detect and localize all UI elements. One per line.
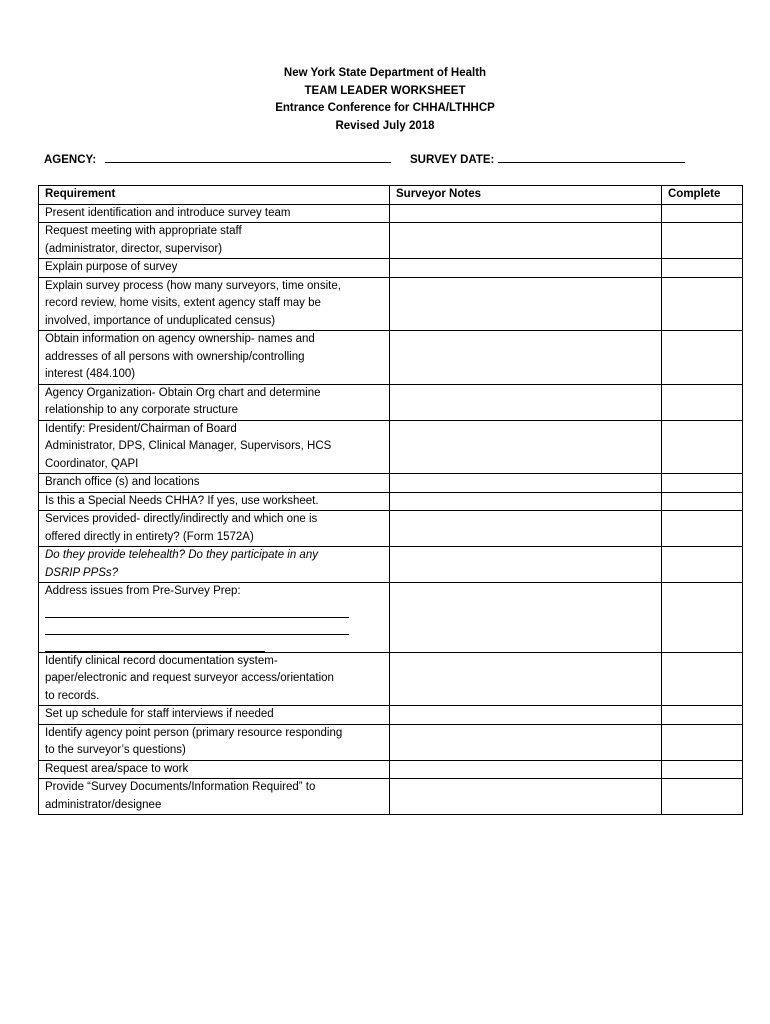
requirement-cell: Provide “Survey Documents/Information Required” to administrator/designee — [39, 779, 390, 815]
table-row — [39, 384, 743, 420]
requirement-cell: Do they provide telehealth? Do they participate in any DSRIP PPSs? — [39, 547, 390, 583]
surveyor-notes-cell[interactable] — [390, 259, 662, 278]
complete-cell[interactable] — [662, 384, 743, 420]
table-row — [39, 277, 743, 331]
surveyor-notes-cell[interactable] — [390, 652, 662, 706]
complete-cell[interactable] — [662, 760, 743, 779]
surveyor-notes-cell[interactable] — [390, 277, 662, 331]
complete-cell[interactable] — [662, 474, 743, 493]
surveyor-notes-cell[interactable] — [390, 583, 662, 653]
surveyor-notes-cell[interactable] — [390, 760, 662, 779]
requirement-cell: Present identification and introduce survey team — [39, 204, 390, 223]
header-subtitle: Entrance Conference for CHHA/LTHHCP — [275, 102, 495, 114]
requirement-cell: Branch office (s) and locations — [39, 474, 390, 493]
pre-survey-issue-line[interactable] — [45, 601, 349, 618]
requirement-cell — [39, 583, 390, 653]
table-row — [39, 724, 743, 760]
agency-label: AGENCY: — [44, 154, 97, 166]
table-row — [39, 779, 743, 815]
table-header-row — [39, 186, 743, 205]
complete-cell[interactable] — [662, 779, 743, 815]
table-row — [39, 474, 743, 493]
complete-cell[interactable] — [662, 277, 743, 331]
table-row — [39, 511, 743, 547]
column-header-surveyor-notes: Surveyor Notes — [390, 186, 662, 205]
complete-cell[interactable] — [662, 259, 743, 278]
surveyor-notes-cell[interactable] — [390, 204, 662, 223]
worksheet-table — [38, 185, 743, 815]
table-row — [39, 259, 743, 278]
complete-cell[interactable] — [662, 706, 743, 725]
requirement-cell: Obtain information on agency ownership- names and addresses of all persons with ownership/controlling interest (484.100) — [39, 331, 390, 385]
requirement-cell: Explain survey process (how many surveyors, time onsite, record review, home visits, extent agency staff may be involved, importance of unduplicated census) — [39, 277, 390, 331]
complete-cell[interactable] — [662, 223, 743, 259]
requirement-text: Address issues from Pre-Survey Prep: — [45, 585, 241, 597]
complete-cell[interactable] — [662, 331, 743, 385]
column-header-requirement: Requirement — [39, 186, 390, 205]
table-row — [39, 652, 743, 706]
complete-cell[interactable] — [662, 511, 743, 547]
complete-cell[interactable] — [662, 420, 743, 474]
surveyor-notes-cell[interactable] — [390, 331, 662, 385]
document-header — [0, 65, 770, 135]
requirement-cell: Explain purpose of survey — [39, 259, 390, 278]
surveyor-notes-cell[interactable] — [390, 511, 662, 547]
column-header-complete: Complete — [662, 186, 743, 205]
header-revision: Revised July 2018 — [335, 119, 435, 132]
survey-date-input-line[interactable] — [498, 152, 685, 163]
surveyor-notes-cell[interactable] — [390, 779, 662, 815]
complete-cell[interactable] — [662, 724, 743, 760]
requirement-cell: Request meeting with appropriate staff (administrator, director, supervisor) — [39, 223, 390, 259]
requirement-cell: Identify clinical record documentation system- paper/electronic and request surveyor access/orientation to records. — [39, 652, 390, 706]
agency-input-line[interactable] — [105, 152, 391, 163]
table-row — [39, 204, 743, 223]
survey-date-label: SURVEY DATE: — [410, 154, 495, 166]
table-row — [39, 420, 743, 474]
complete-cell[interactable] — [662, 492, 743, 511]
table-row — [39, 706, 743, 725]
header-department: New York State Department of Health — [283, 67, 487, 79]
surveyor-notes-cell[interactable] — [390, 384, 662, 420]
table-row — [39, 223, 743, 259]
table-row — [39, 331, 743, 385]
surveyor-notes-cell[interactable] — [390, 724, 662, 760]
header-title: TEAM LEADER WORKSHEET — [304, 84, 466, 97]
surveyor-notes-cell[interactable] — [390, 492, 662, 511]
survey-date-field — [410, 152, 685, 166]
table-row — [39, 492, 743, 511]
requirement-cell: Identify: President/Chairman of Board Administrator, DPS, Clinical Manager, Supervisors, HCS Coordinator, QAPI — [39, 420, 390, 474]
pre-survey-issue-line[interactable] — [45, 635, 265, 652]
table-row — [39, 760, 743, 779]
table-row — [39, 583, 743, 653]
requirement-cell: Is this a Special Needs CHHA? If yes, use worksheet. — [39, 492, 390, 511]
complete-cell[interactable] — [662, 583, 743, 653]
complete-cell[interactable] — [662, 547, 743, 583]
requirement-cell: Services provided- directly/indirectly and which one is offered directly in entirety? (Form 1572A) — [39, 511, 390, 547]
agency-field — [44, 152, 391, 166]
table-row — [39, 547, 743, 583]
requirement-cell: Identify agency point person (primary resource responding to the surveyor’s questions) — [39, 724, 390, 760]
surveyor-notes-cell[interactable] — [390, 474, 662, 493]
pre-survey-issue-line[interactable] — [45, 618, 349, 635]
requirement-cell: Agency Organization- Obtain Org chart and determine relationship to any corporate structure — [39, 384, 390, 420]
complete-cell[interactable] — [662, 204, 743, 223]
surveyor-notes-cell[interactable] — [390, 706, 662, 725]
requirement-cell: Request area/space to work — [39, 760, 390, 779]
surveyor-notes-cell[interactable] — [390, 223, 662, 259]
surveyor-notes-cell[interactable] — [390, 547, 662, 583]
requirement-cell: Set up schedule for staff interviews if needed — [39, 706, 390, 725]
complete-cell[interactable] — [662, 652, 743, 706]
surveyor-notes-cell[interactable] — [390, 420, 662, 474]
